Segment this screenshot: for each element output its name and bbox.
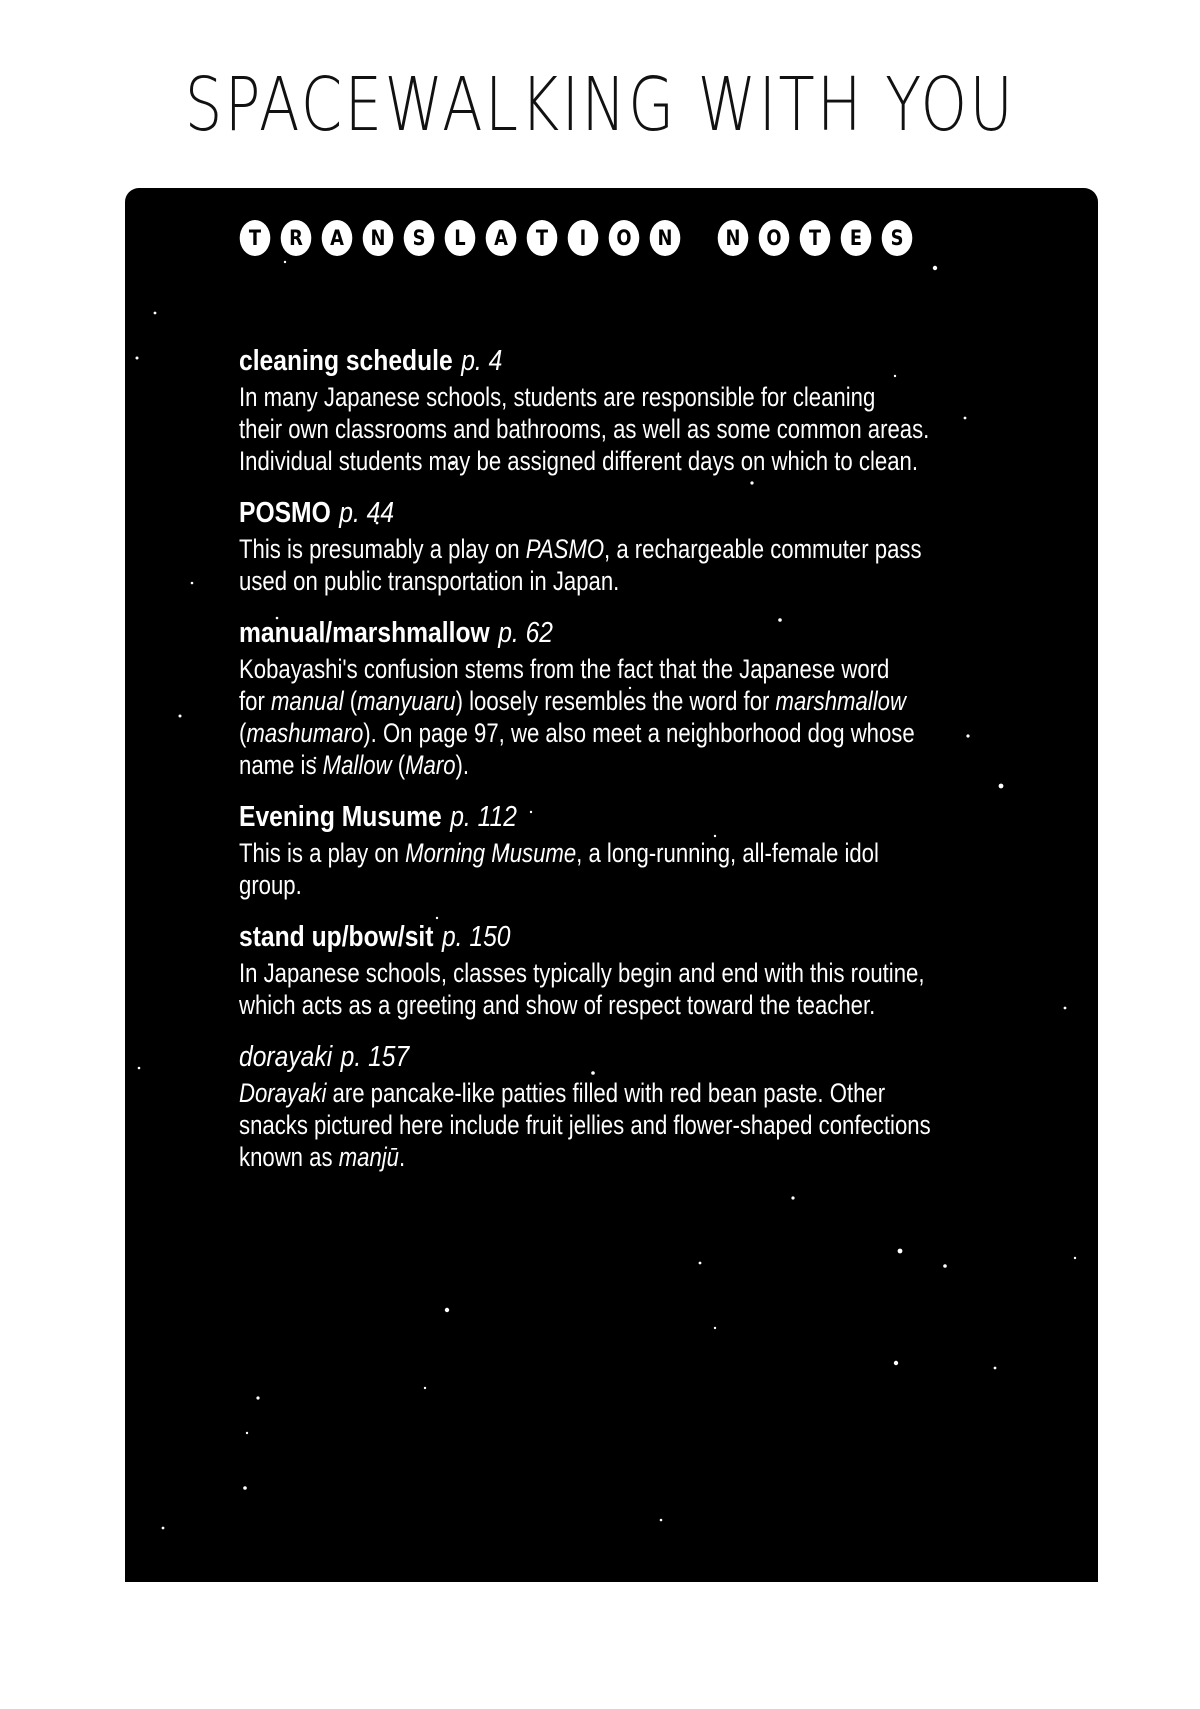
translation-notes-heading [237,216,915,260]
note-body-line [239,869,1026,901]
note-page-ref: p. 150 [441,921,511,953]
body-text: are pancake-like patties filled with red bean paste. Other [326,1078,886,1108]
note-body [239,837,1026,901]
body-text: used on public transportation in Japan. [239,566,620,596]
body-text: In many Japanese schools, students are responsible for cleaning [239,382,876,412]
heading-letter: N [363,220,394,256]
body-text: ). On page 97, we also meet a neighborhood dog whose [363,718,915,748]
heading-letter: R [281,220,312,256]
note-page-ref: p. 157 [340,1041,410,1073]
body-text: ( [391,750,406,780]
heading-letter: O [609,220,640,256]
body-text: name is [239,750,323,780]
body-text: snacks pictured here include fruit jellies and flower-shaped confections [239,1110,931,1140]
translation-note [239,1039,1019,1173]
note-page-ref: p. 4 [461,345,503,377]
body-text: which acts as a greeting and show of respect toward the teacher. [239,990,876,1020]
body-text: Individual students may be assigned different days on which to clean. [239,446,918,476]
note-page-ref: p. 112 [450,801,517,833]
body-text: ( [239,718,247,748]
body-text: , a rechargeable commuter pass [604,534,922,564]
italic-text: Mallow [322,750,392,780]
note-term: Evening Musume [239,801,442,833]
note-body [239,957,1026,1021]
note-term: manual/marshmallow [239,617,490,649]
body-text: This is presumably a play on [239,534,526,564]
body-text: Kobayashi's confusion stems from the fact that the Japanese word [239,654,890,684]
note-body [239,533,1026,597]
note-body-line [239,381,1026,413]
note-body-line [239,445,1026,477]
heading-letter: T [240,220,271,256]
note-term-line [239,615,902,651]
heading-letter: T [527,220,558,256]
heading-letter: I [568,220,599,256]
translation-note [239,799,1019,901]
italic-text: manyuaru [357,686,456,716]
book-title: SPACEWALKING WITH YOU [184,62,1016,148]
body-text: In Japanese schools, classes typically begin and end with this routine, [239,958,925,988]
note-term-line [239,1039,902,1075]
body-text: ) loosely resembles the word for [455,686,776,716]
italic-text: manjū [338,1142,400,1172]
note-body-line [239,989,1026,1021]
body-text: for [239,686,271,716]
note-page-ref: p. 62 [498,617,554,649]
note-term-line [239,343,902,379]
italic-text: manual [270,686,344,716]
heading-letter: A [322,220,353,256]
heading-letter: E [841,220,872,256]
heading-letter: A [486,220,517,256]
note-body-line [239,533,1026,565]
heading-letter: N [718,220,749,256]
note-term-line [239,799,902,835]
heading-letter: O [759,220,790,256]
note-body-line [239,1141,1026,1173]
notes-list [239,343,1019,1191]
body-text: , a long-running, all-female idol [576,838,879,868]
note-term: stand up/bow/sit [239,921,434,953]
note-body-line [239,957,1026,989]
note-body-line [239,749,1026,781]
body-text: . [399,1142,406,1172]
body-text: group. [239,870,302,900]
translation-note [239,919,1019,1021]
italic-text: marshmallow [775,686,906,716]
italic-text: mashumaro [246,718,364,748]
note-body-line [239,565,1026,597]
body-text: ). [455,750,470,780]
italic-text: Morning Musume [405,838,577,868]
note-body-line [239,685,1026,717]
heading-letter: T [800,220,831,256]
italic-text: Dorayaki [239,1078,327,1108]
translation-note [239,343,1019,477]
note-term-line [239,495,902,531]
heading-letter: N [650,220,681,256]
body-text: their own classrooms and bathrooms, as well as some common areas. [239,414,930,444]
note-term: cleaning schedule [239,345,453,377]
italic-text: Maro [405,750,456,780]
note-body-line [239,413,1026,445]
note-body [239,381,1026,477]
heading-word-gap [688,220,710,256]
note-body [239,1077,1026,1173]
heading-letter: L [445,220,476,256]
heading-letter: S [404,220,435,256]
body-text: This is a play on [239,838,406,868]
note-term: POSMO [239,497,331,529]
note-body-line [239,653,1026,685]
note-body-line [239,717,1026,749]
translation-note [239,615,1019,781]
note-body-line [239,837,1026,869]
note-body [239,653,1026,781]
note-body-line [239,1109,1026,1141]
translation-note [239,495,1019,597]
body-text: known as [239,1142,339,1172]
note-page-ref: p. 44 [339,497,395,529]
translation-notes-panel [125,188,1098,1582]
note-term: dorayaki [239,1041,333,1073]
note-term-line [239,919,902,955]
italic-text: PASMO [525,534,605,564]
note-body-line [239,1077,1026,1109]
heading-letter: S [882,220,913,256]
body-text: ( [343,686,358,716]
